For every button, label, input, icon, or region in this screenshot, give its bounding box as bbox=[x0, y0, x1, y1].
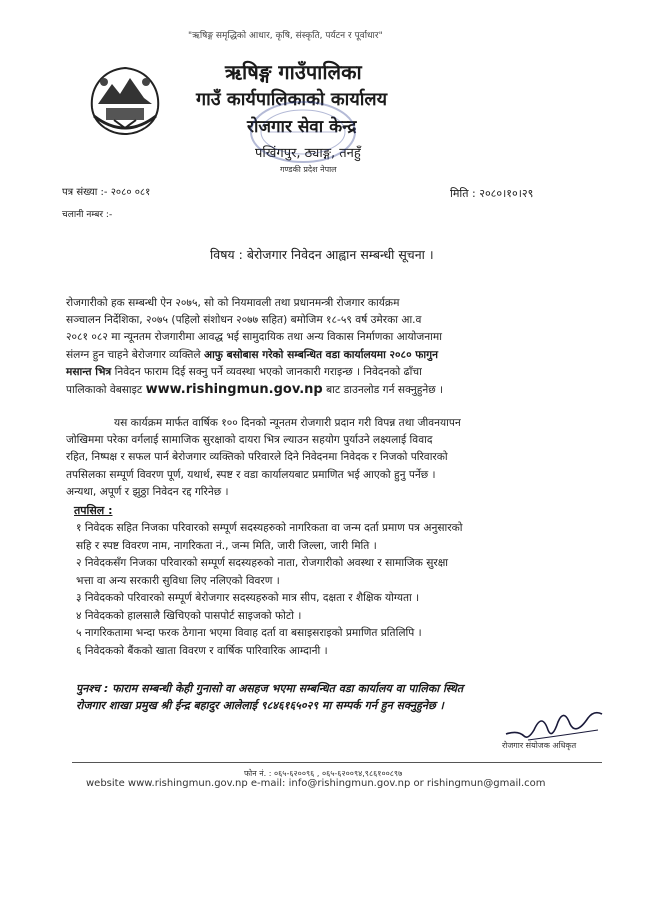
list-item: ३ निवेदकको परिवारको सम्पूर्ण बेरोजगार सदस्यहरुको मात्र सीप, दक्षता र शैक्षिक योग्यता । bbox=[76, 592, 420, 604]
postscript-line: पुनश्च : फाराम सम्बन्धी केही गुनासो वा असहज भएमा सम्बन्धित वडा कार्यालय वा पालिका स्थित bbox=[76, 682, 464, 695]
paragraph-2 bbox=[66, 415, 461, 501]
paragraph-line: तपसिलका सम्पूर्ण विवरण पूर्ण, यथार्थ, स्पष्ट र वडा कार्यालयबाट प्रमाणित भई आएको हुनु पर्नेछ । bbox=[66, 468, 436, 481]
footer-phone: फोन नं. : ०६५-६२००९६ , ०६५-६२००९४,९८६१००८९७ bbox=[244, 769, 403, 778]
paragraph-line: रोजगारीको हक सम्बन्धी ऐन २०७५, सो को नियमावली तथा प्रधानमन्त्री रोजगार कार्यक्रम bbox=[66, 297, 400, 309]
paragraph-1 bbox=[66, 295, 443, 399]
paragraph-line: २०८१ ०८२ मा न्यूनतम रोजगारीमा आवद्ध भई सामुदायिक तथा अन्य विकास निर्माणका आयोजनामा bbox=[66, 331, 442, 344]
requirements-list bbox=[76, 520, 462, 660]
list-item: भत्ता वा अन्य सरकारी सुविधा लिए नलिएको विवरण । bbox=[76, 574, 280, 587]
list-heading: तपसिल : bbox=[74, 504, 113, 517]
office-seal-stamp bbox=[247, 98, 359, 166]
paragraph-line: रहित, निष्पक्ष र सफल पार्न बेरोजगार व्यक्तिको परिवारले दिने निवेदनमा निवेदक र निजको परिवारको bbox=[66, 451, 448, 464]
list-item: सहि र स्पष्ट विवरण नाम, नागरिकता नं., जन्म मिति, जारी जिल्ला, जारी मिति । bbox=[76, 539, 377, 552]
paragraph-line: पालिकाको वेबसाइट www.rishingmun.gov.np बाट डाउनलोड गर्न सक्नुहुनेछ । bbox=[66, 382, 444, 398]
dispatch-number: चलानी नम्बर :- bbox=[62, 210, 113, 220]
deadline-bold-text: आफु बसोबास गरेको सम्बन्धित वडा कार्यालयमा २०८० फागुन bbox=[203, 348, 439, 361]
signatory-title: रोजगार संयोजक अधिकृत bbox=[502, 741, 577, 750]
footer-contact: website www.rishingmun.gov.np e-mail: info@rishingmun.gov.np or rishingmun@gmail.com bbox=[86, 778, 546, 789]
paragraph-line: संलग्न हुन चाहने बेरोजगार व्यक्तिले आफु बसोबास गरेको सम्बन्धित वडा कार्यालयमा २०८० फागुन bbox=[66, 348, 439, 361]
list-item: ४ निवेदकको हालसालै खिचिएको पासपोर्ट साइजको फोटो । bbox=[76, 609, 302, 622]
list-item: २ निवेदकसँग निजका परिवारको सम्पूर्ण सदस्यहरुको नाता, रोजगारीको अवस्था र सामाजिक सुरक्षा bbox=[76, 557, 449, 569]
paragraph-line: अन्यथा, अपूर्ण र झुठ्ठा निवेदन रद्द गरिनेछ । bbox=[66, 485, 229, 498]
letterhead-motto: "ऋषिङ्ग समृद्धिको आधार, कृषि, संस्कृति, पर्यटन र पूर्वाधार" bbox=[188, 31, 383, 41]
list-item: ६ निवेदकको बैंकको खाता विवरण र वार्षिक पारिवारिक आम्दानी । bbox=[76, 644, 328, 657]
list-item: ५ नागरिकतामा भन्दा फरक ठेगाना भएमा विवाह दर्ता वा बसाइसराइको प्रमाणित प्रतिलिपि । bbox=[76, 627, 422, 639]
list-item: १ निवेदक सहित निजका परिवारको सम्पूर्ण सदस्यहरुको नागरिकता वा जन्म दर्ता प्रमाण पत्र अनुसारको bbox=[76, 522, 463, 534]
postscript bbox=[76, 680, 463, 714]
website-link[interactable]: www.rishingmun.gov.np bbox=[145, 382, 323, 398]
letter-date: मिति : २०८०।१०।२९ bbox=[450, 187, 534, 200]
nepal-emblem-icon bbox=[84, 64, 166, 138]
paragraph-line: जोखिममा परेका वर्गलाई सामाजिक सुरक्षाको दायरा भित्र ल्याउन सहयोग पुर्याउने लक्ष्यलाई विवाद bbox=[66, 434, 433, 447]
office-name: गाउँ कार्यपालिकाको कार्यालय bbox=[196, 89, 388, 110]
paragraph-line: मसान्त भित्र निवेदन फाराम दिई सक्नु पर्ने व्यवस्था भएको जानकारी गराइन्छ । निवेदनको ढाँचा bbox=[66, 365, 422, 378]
address: पखिंगपुर, ठ्याङ्ग, तनहुँ bbox=[255, 146, 361, 161]
postscript-line: रोजगार शाखा प्रमुख श्री ईन्द्र बहादुर आलेलाई ९८४६१६५०२९ मा सम्पर्क गर्न हुन सक्नुहुनेछ । bbox=[76, 699, 444, 712]
center-name: रोजगार सेवा केन्द्र bbox=[247, 117, 357, 137]
reference-number: पत्र संख्या :- २०८० ०८१ bbox=[62, 187, 151, 198]
subject-line: विषय : बेरोजगार निवेदन आह्वान सम्बन्धी सूचना । bbox=[210, 247, 434, 262]
deadline-bold-text-2: मसान्त भित्र bbox=[66, 365, 112, 378]
footer-divider bbox=[72, 762, 602, 763]
paragraph-line: यस कार्यक्रम मार्फत वार्षिक १०० दिनको न्यूनतम रोजगारी प्रदान गरी विपन्न तथा जीवनयापन bbox=[114, 417, 461, 429]
province: गण्डकी प्रदेश नेपाल bbox=[280, 165, 337, 174]
municipality-name: ऋषिङ्ग गाउँपालिका bbox=[225, 60, 362, 84]
paragraph-line: सञ्चालन निर्देशिका, २०७५ (पहिलो संशोधन २०७७ सहित) बमोजिम १८-५९ वर्ष उमेरका आ.व bbox=[66, 314, 422, 327]
